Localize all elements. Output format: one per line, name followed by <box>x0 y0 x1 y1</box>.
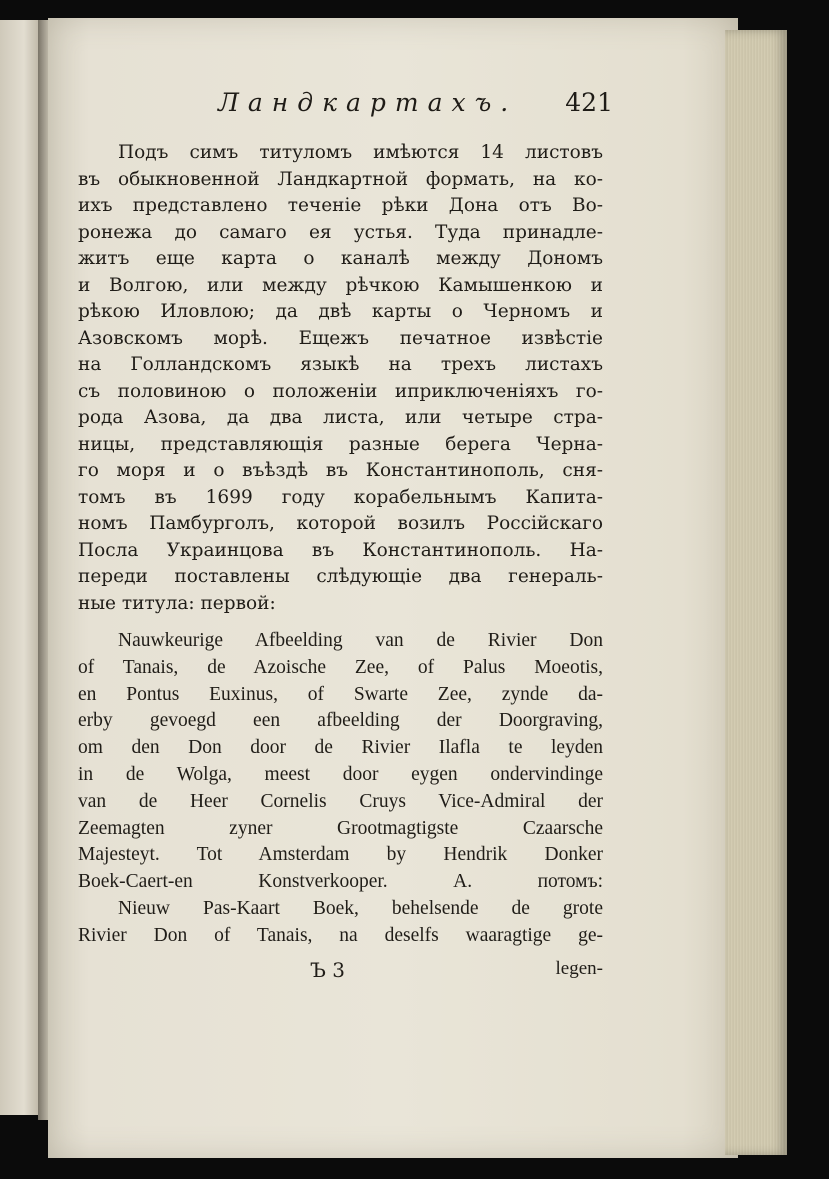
page-header <box>218 88 613 124</box>
text-line: erby gevoegd een afbeelding der Doorgraving, <box>78 710 603 732</box>
text-line: ные титула: первой: <box>78 592 276 614</box>
text-line: Азовскомъ морѣ. Ещежъ печатное извѣстіе <box>78 327 603 349</box>
text-line: ихъ представлено теченіе рѣки Дона отъ Во- <box>78 195 603 216</box>
text-line: рода Азова, да два листа, или четыре стра- <box>78 407 603 428</box>
text-line: го моря и о въѣздѣ въ Константинополь, сня- <box>78 460 603 481</box>
text-line: Rivier Don of Tanais, na deselfs waaragtige ge- <box>78 924 603 946</box>
text-line: ронежа до самаго ея устья. Туда принадле- <box>78 221 603 243</box>
text-line: съ половиною о положеніи иприключеніяхъ го- <box>78 380 603 402</box>
text-line: van de Heer Cornelis Cruys Vice-Admiral der <box>78 790 603 812</box>
running-head: Ландкартахъ. <box>218 88 518 117</box>
facing-page-edge <box>0 20 40 1115</box>
text-line: en Pontus Euxinus, of Swarte Zee, zynde da- <box>78 683 603 705</box>
russian-paragraph <box>78 140 603 617</box>
text-line: житъ еще карта о каналѣ между Дономъ <box>78 248 603 269</box>
text-line: Zeemagten zyner Grootmagtigste Czaarsche <box>78 817 603 839</box>
page-edges <box>725 30 787 1155</box>
text-line: Nauwkeurige Afbeelding van de Rivier Don <box>118 630 603 651</box>
text-line: in de Wolga, meest door eygen ondervindinge <box>78 763 603 785</box>
text-line: Nieuw Pas-Kaart Boek, behelsende de grote <box>118 897 603 919</box>
signature-mark: Ъ 3 <box>310 958 345 982</box>
page-footer <box>78 958 603 988</box>
text-line: рѣкою Иловлою; да двѣ карты о Черномъ и <box>78 301 603 322</box>
text-line: на Голландскомъ языкѣ на трехъ листахъ <box>78 354 603 375</box>
catchword: legen- <box>555 958 603 979</box>
text-line: номъ Памбурголъ, которой возилъ Россійскаго <box>78 513 603 534</box>
text-line: Boek-Caert-en Konstverkooper. А. потомъ: <box>78 871 603 893</box>
text-line: въ обыкновенной Ландкартной формать, на ко- <box>78 168 603 190</box>
text-line: и Волгою, или между рѣчкою Камышенкою и <box>78 274 603 296</box>
text-line: Посла Украинцова въ Константинополь. На- <box>78 539 603 561</box>
dutch-title-block <box>78 628 603 950</box>
page-number: 421 <box>565 88 613 117</box>
text-line: Подъ симъ титуломъ имѣются 14 листовъ <box>118 142 603 163</box>
text-line: om den Don door de Rivier Ilafla te leyden <box>78 737 603 759</box>
text-line: переди поставлены слѣдующіе два генераль- <box>78 566 603 587</box>
text-line: of Tanais, de Azoische Zee, of Palus Moeotis, <box>78 656 603 678</box>
text-line: Majesteyt. Tot Amsterdam by Hendrik Donker <box>78 844 603 866</box>
text-line: ницы, представляющія разные берега Черна- <box>78 433 603 455</box>
text-line: томъ въ 1699 году корабельнымъ Капита- <box>78 486 603 508</box>
